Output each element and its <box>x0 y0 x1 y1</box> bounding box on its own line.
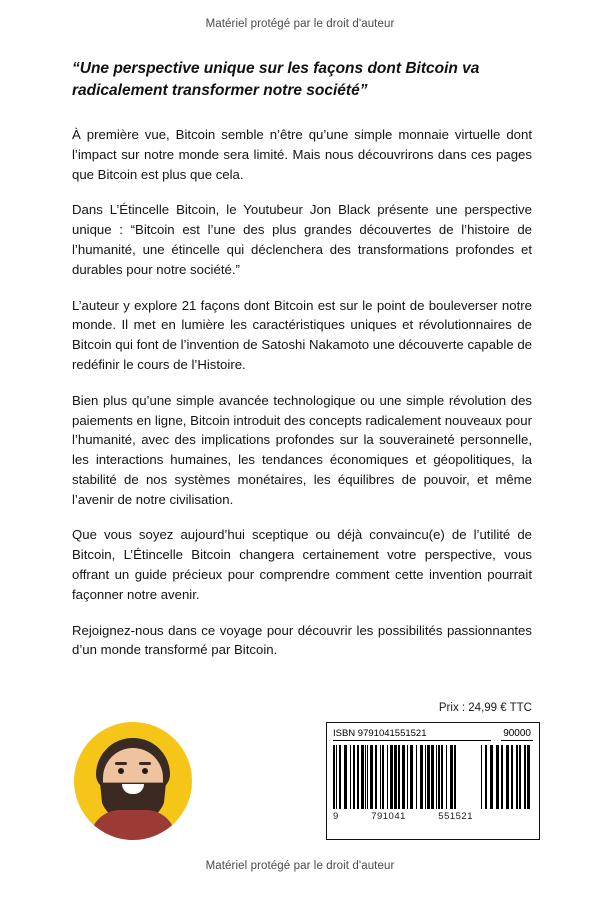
ean-group-2: 551521 <box>438 811 473 822</box>
copyright-notice-bottom: Matériel protégé par le droit d'auteur <box>205 860 395 872</box>
isbn-label: ISBN 9791041551521 <box>333 728 491 741</box>
price-label: Prix : 24,99 € TTC <box>438 702 532 714</box>
avatar-eyebrow-right <box>139 762 151 765</box>
avatar-shirt-shape <box>90 810 176 840</box>
barcode-addon-value: 90000 <box>503 728 531 739</box>
paragraph-4: Bien plus qu’une simple avancée technologique ou une simple révolution des paiements en ligne, Bitcoin introduit des concepts radicalement nouveaux pour l’humanité, avec des implications profondes sur la souveraineté personnelle, les interactions humaines, les tendances économiques et géopolitiques, la stabilité de nos systèmes monétaires, les équilibres de pouvoir, et même l’avenir de notre civilisation. <box>72 392 532 507</box>
paragraph-2: Dans L’Étincelle Bitcoin, le Youtubeur Jon Black présente une perspective unique : “Bitcoin est l’une des plus grandes découvertes de l’histoire de l’humanité, une étincelle qui déclenchera des transformations profondes et durables pour notre société.” <box>72 202 532 277</box>
back-cover-text <box>72 58 532 660</box>
ean-digit-left: 9 <box>333 811 339 822</box>
barcode-block <box>326 722 540 840</box>
copyright-notice-top: Matériel protégé par le droit d'auteur <box>205 18 395 30</box>
avatar <box>74 722 192 840</box>
avatar-eye-right <box>142 768 148 774</box>
paragraph-5: Que vous soyez aujourd’hui sceptique ou déjà convaincu(e) de l’utilité de Bitcoin, L’Étincelle Bitcoin changera certainement votre perspective, vous offrant un guide précieux pour comprendre comment cette invention pourrait façonner notre avenir. <box>72 527 532 602</box>
avatar-eyebrow-left <box>115 762 127 765</box>
paragraph-6: Rejoignez-nous dans ce voyage pour découvrir les possibilités passionnantes d’un monde transformé par Bitcoin. <box>72 622 532 658</box>
barcode-bars <box>333 745 533 809</box>
tagline: “Une perspective unique sur les façons dont Bitcoin va radicalement transformer notre société” <box>72 60 480 100</box>
lower-section <box>0 658 600 848</box>
paragraph-1: À première vue, Bitcoin semble n’être qu’une simple monnaie virtuelle dont l’impact sur notre monde sera limité. Mais nous découvrirons dans ces pages que Bitcoin est plus que cela. <box>72 126 532 182</box>
avatar-eye-left <box>118 768 124 774</box>
ean-group-1: 791041 <box>371 811 406 822</box>
barcode-addon-bars <box>481 745 533 809</box>
barcode-main-bars <box>333 745 471 809</box>
paragraph-3: L’auteur y explore 21 façons dont Bitcoin est sur le point de bouleverser notre monde. Il met en lumière les caractéristiques uniques et révolutionnaires de Bitcoin qui font de l’invention de Satoshi Nakamoto une découverte capable de redéfinir le cours de l’Histoire. <box>72 297 532 372</box>
barcode-digits <box>333 811 533 822</box>
isbn-row <box>333 728 533 741</box>
